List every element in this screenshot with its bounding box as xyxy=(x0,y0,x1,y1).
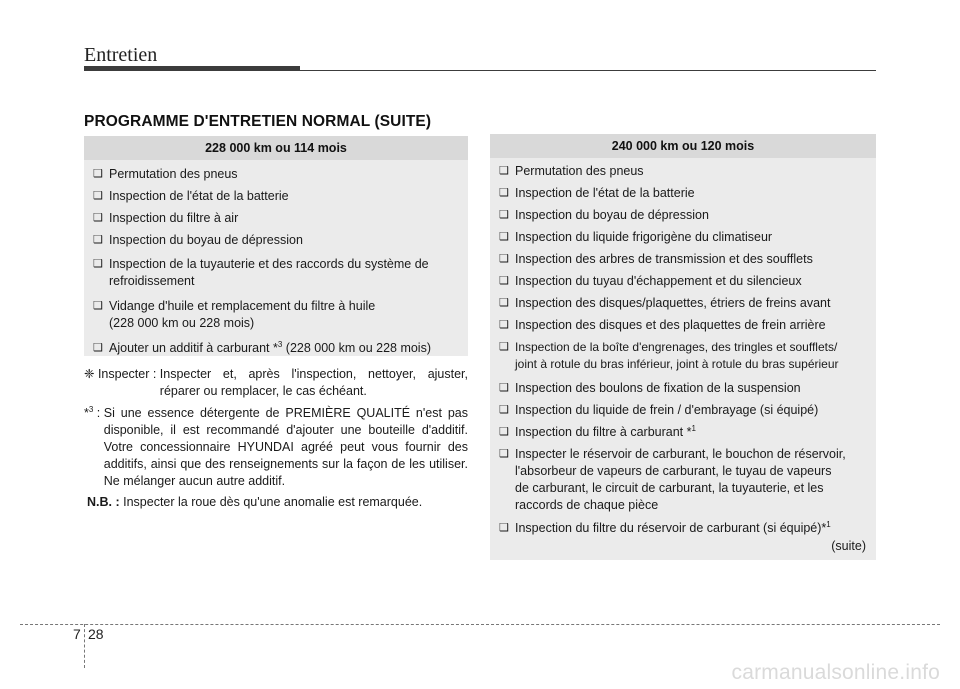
chapter-number: 7 xyxy=(73,626,81,642)
list-item-text: Inspection des disques et des plaquettes de frein arrière xyxy=(515,318,826,332)
list-item-text: Inspection du liquide de frein / d'embrayage (si équipé) xyxy=(515,403,819,417)
checkbox-icon: ❑ xyxy=(93,168,103,180)
checkbox-icon: ❑ xyxy=(499,448,509,460)
list-item xyxy=(93,166,458,183)
nb-text: Inspecter la roue dès qu'une anomalie est remarquée. xyxy=(123,495,423,509)
right-panel-list xyxy=(490,158,876,557)
list-item xyxy=(499,446,866,514)
notes-block xyxy=(84,366,468,511)
list-item xyxy=(499,520,866,537)
list-item xyxy=(499,317,866,334)
checkbox-icon: ❑ xyxy=(93,212,103,224)
list-item xyxy=(93,210,458,227)
footnote-3 xyxy=(84,405,468,490)
checkbox-icon: ❑ xyxy=(93,258,103,270)
header-rule-thin xyxy=(300,70,876,71)
checkbox-icon: ❑ xyxy=(499,297,509,309)
left-schedule-panel xyxy=(84,136,468,356)
list-item-text: Inspection des arbres de transmission et des soufflets xyxy=(515,252,813,266)
left-panel-heading: 228 000 km ou 114 mois xyxy=(84,136,468,160)
list-item xyxy=(93,340,458,357)
list-item-text: Inspection du filtre à carburant * xyxy=(515,425,692,439)
list-item xyxy=(499,402,866,419)
list-item-text: Inspection des disques/plaquettes, étriers de freins avant xyxy=(515,296,831,310)
checkbox-icon: ❑ xyxy=(93,300,103,312)
list-item-text-cont: l'absorbeur de vapeurs de carburant, le tuyau de vapeurs xyxy=(515,464,832,478)
list-item-text-after: (228 000 km ou 228 mois) xyxy=(282,341,432,355)
list-item-text: Inspecter le réservoir de carburant, le bouchon de réservoir, xyxy=(515,447,846,461)
checkbox-icon: ❑ xyxy=(499,231,509,243)
list-item-text: Permutation des pneus xyxy=(109,167,238,181)
footer-divider xyxy=(84,624,85,668)
nb-note xyxy=(84,494,468,511)
footnote-colon: : xyxy=(93,406,104,420)
continued-label: (suite) xyxy=(831,539,866,553)
list-item-text: Ajouter un additif à carburant * xyxy=(109,341,278,355)
checkbox-icon: ❑ xyxy=(93,234,103,246)
inspect-note-text: Inspecter et, après l'inspection, nettoyer, ajuster, réparer ou remplacer, le cas échéant. xyxy=(159,367,468,398)
section-title: PROGRAMME D'ENTRETIEN NORMAL (SUITE) xyxy=(84,113,432,130)
checkbox-icon: ❑ xyxy=(499,522,509,534)
list-item xyxy=(499,339,866,373)
checkbox-icon: ❑ xyxy=(499,253,509,265)
list-item xyxy=(499,273,866,290)
checkbox-icon: ❑ xyxy=(499,404,509,416)
list-item xyxy=(499,163,866,180)
list-item xyxy=(499,207,866,224)
footnote-sup: 3 xyxy=(88,404,94,414)
list-item-text: Inspection de l'état de la batterie xyxy=(109,189,289,203)
list-item-text: Vidange d'huile et remplacement du filtre à huile xyxy=(109,299,376,313)
list-item xyxy=(499,251,866,268)
checkbox-icon: ❑ xyxy=(93,342,103,354)
footnote-sup: 1 xyxy=(826,519,831,529)
checkbox-icon: ❑ xyxy=(93,190,103,202)
right-schedule-panel xyxy=(490,134,876,560)
list-item-text: Inspection du tuyau d'échappement et du silencieux xyxy=(515,274,802,288)
footer-dashed-rule xyxy=(20,624,940,625)
list-item xyxy=(499,295,866,312)
list-item xyxy=(93,232,458,249)
footnote-sup: 1 xyxy=(691,423,696,433)
inspect-note-label: ❈ Inspecter : xyxy=(84,367,160,381)
footnote-star: * xyxy=(84,406,89,420)
list-item-text-cont: refroidissement xyxy=(109,274,195,288)
checkbox-icon: ❑ xyxy=(499,341,509,353)
watermark: carmanualsonline.info xyxy=(731,661,940,684)
list-item xyxy=(93,188,458,205)
list-item-text-cont: de carburant, le circuit de carburant, la tuyauterie, et les xyxy=(515,481,824,495)
list-item-text: Inspection des boulons de fixation de la suspension xyxy=(515,381,801,395)
right-panel-heading: 240 000 km ou 120 mois xyxy=(490,134,876,158)
list-item-text-cont: joint à rotule du bras inférieur, joint à rotule du bras supérieur xyxy=(515,357,839,371)
checkbox-icon: ❑ xyxy=(499,426,509,438)
nb-label: N.B. : xyxy=(87,495,124,509)
checkbox-icon: ❑ xyxy=(499,382,509,394)
left-panel-list xyxy=(84,160,468,361)
list-item xyxy=(499,380,866,397)
footnote-text: Si une essence détergente de PREMIÈRE QUALITÉ n'est pas disponible, il est recommandé d'ajouter une bouteille d'additif. Votre concessionnaire HYUNDAI agréé peut vous fournir des additifs, ainsi que des renseignements sur la façon de les utiliser. Ne mélanger aucun autre additif. xyxy=(103,406,468,488)
footnote-sup: 3 xyxy=(277,339,283,349)
checkbox-icon: ❑ xyxy=(499,209,509,221)
list-item-text: Inspection du boyau de dépression xyxy=(515,208,709,222)
checkbox-icon: ❑ xyxy=(499,319,509,331)
list-item-text: Inspection du filtre du réservoir de carburant (si équipé)* xyxy=(515,521,827,535)
list-item xyxy=(499,424,866,441)
list-item-text-cont: raccords de chaque pièce xyxy=(515,498,659,512)
inspect-note xyxy=(84,366,468,400)
list-item-text: Inspection de l'état de la batterie xyxy=(515,186,695,200)
list-item xyxy=(499,229,866,246)
header-rule-thick xyxy=(84,66,300,71)
list-item xyxy=(499,185,866,202)
list-item xyxy=(93,256,458,290)
list-item xyxy=(93,298,458,332)
list-item-text: Inspection du liquide frigorigène du climatiseur xyxy=(515,230,773,244)
list-item-text: Inspection du filtre à air xyxy=(109,211,239,225)
list-item-text: Inspection de la tuyauterie et des raccords du système de xyxy=(109,257,429,271)
list-item-text: Inspection du boyau de dépression xyxy=(109,233,303,247)
checkbox-icon: ❑ xyxy=(499,165,509,177)
checkbox-icon: ❑ xyxy=(499,187,509,199)
page-header-title: Entretien xyxy=(84,44,158,66)
footnote-marker xyxy=(84,405,104,490)
page-number: 28 xyxy=(88,626,104,642)
list-item-text: Permutation des pneus xyxy=(515,164,644,178)
list-item-text-cont: (228 000 km ou 228 mois) xyxy=(109,316,255,330)
checkbox-icon: ❑ xyxy=(499,275,509,287)
list-item-text: Inspection de la boîte d'engrenages, des tringles et soufflets/ xyxy=(515,340,838,354)
